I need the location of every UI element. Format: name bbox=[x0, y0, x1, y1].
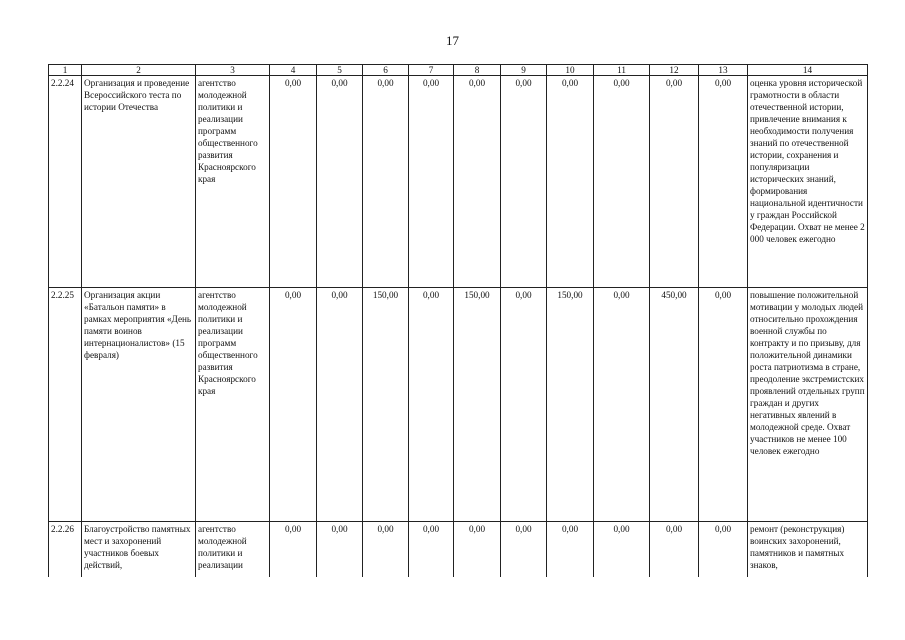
row-value: 150,00 bbox=[363, 288, 409, 522]
row-code: 2.2.26 bbox=[49, 522, 82, 578]
header-cell: 9 bbox=[501, 65, 547, 76]
header-cell: 4 bbox=[270, 65, 317, 76]
row-result: ремонт (реконструкция) воинских захоронений, памятников и памятных знаков, bbox=[748, 522, 868, 578]
row-executor: агентство молодежной политики и реализации программ общественного развития Красноярского края bbox=[196, 76, 270, 288]
table-row bbox=[49, 522, 868, 578]
row-value: 0,00 bbox=[594, 76, 650, 288]
row-value: 0,00 bbox=[650, 522, 699, 578]
row-value: 0,00 bbox=[317, 76, 363, 288]
row-executor: агентство молодежной политики и реализации bbox=[196, 522, 270, 578]
row-value: 0,00 bbox=[650, 76, 699, 288]
header-cell: 6 bbox=[363, 65, 409, 76]
row-value: 0,00 bbox=[454, 76, 501, 288]
row-code: 2.2.25 bbox=[49, 288, 82, 522]
row-code: 2.2.24 bbox=[49, 76, 82, 288]
row-value: 0,00 bbox=[363, 522, 409, 578]
header-cell: 8 bbox=[454, 65, 501, 76]
program-table bbox=[48, 64, 868, 577]
row-value: 0,00 bbox=[317, 288, 363, 522]
row-value: 0,00 bbox=[547, 76, 594, 288]
row-value: 0,00 bbox=[501, 288, 547, 522]
header-cell: 14 bbox=[748, 65, 868, 76]
row-name: Организация и проведение Всероссийского теста по истории Отечества bbox=[82, 76, 196, 288]
header-cell: 10 bbox=[547, 65, 594, 76]
row-value: 0,00 bbox=[699, 522, 748, 578]
header-cell: 3 bbox=[196, 65, 270, 76]
row-value: 0,00 bbox=[501, 76, 547, 288]
row-value: 0,00 bbox=[270, 288, 317, 522]
row-executor: агентство молодежной политики и реализации программ общественного развития Красноярского края bbox=[196, 288, 270, 522]
header-cell: 2 bbox=[82, 65, 196, 76]
row-value: 0,00 bbox=[270, 522, 317, 578]
row-value: 0,00 bbox=[409, 76, 454, 288]
row-value: 150,00 bbox=[547, 288, 594, 522]
header-cell: 1 bbox=[49, 65, 82, 76]
header-cell: 11 bbox=[594, 65, 650, 76]
header-cell: 13 bbox=[699, 65, 748, 76]
row-value: 450,00 bbox=[650, 288, 699, 522]
header-row bbox=[49, 65, 868, 76]
row-value: 0,00 bbox=[317, 522, 363, 578]
row-name: Организация акции «Батальон памяти» в рамках мероприятия «День памяти воинов интернационалистов» (15 февраля) bbox=[82, 288, 196, 522]
row-value: 0,00 bbox=[409, 288, 454, 522]
row-result: повышение положительной мотивации у молодых людей относительно прохождения военной службы по контракту и по призыву, для положительной динамики роста патриотизма в стране, преодоление экстремистских проявлений отдельных групп граждан и других негативных явлений в молодежной среде. Охват участников не менее 100 человек ежегодно bbox=[748, 288, 868, 522]
table-row bbox=[49, 76, 868, 288]
row-value: 0,00 bbox=[547, 522, 594, 578]
row-value: 0,00 bbox=[409, 522, 454, 578]
row-value: 0,00 bbox=[454, 522, 501, 578]
row-value: 0,00 bbox=[270, 76, 317, 288]
row-value: 150,00 bbox=[454, 288, 501, 522]
table-row bbox=[49, 288, 868, 522]
page-number: 17 bbox=[446, 33, 459, 48]
row-value: 0,00 bbox=[501, 522, 547, 578]
row-value: 0,00 bbox=[363, 76, 409, 288]
header-cell: 12 bbox=[650, 65, 699, 76]
row-value: 0,00 bbox=[699, 288, 748, 522]
header-cell: 5 bbox=[317, 65, 363, 76]
header-cell: 7 bbox=[409, 65, 454, 76]
row-result: оценка уровня исторической грамотности в области отечественной истории, привлечение внимания к необходимости получения знаний по отечественной истории, сохранения и популяризации исторических знаний, формирования национальной идентичности у граждан Российской Федерации. Охват не менее 2 000 человек ежегодно bbox=[748, 76, 868, 288]
row-value: 0,00 bbox=[594, 522, 650, 578]
row-value: 0,00 bbox=[594, 288, 650, 522]
row-value: 0,00 bbox=[699, 76, 748, 288]
row-name: Благоустройство памятных мест и захоронений участников боевых действий, bbox=[82, 522, 196, 578]
